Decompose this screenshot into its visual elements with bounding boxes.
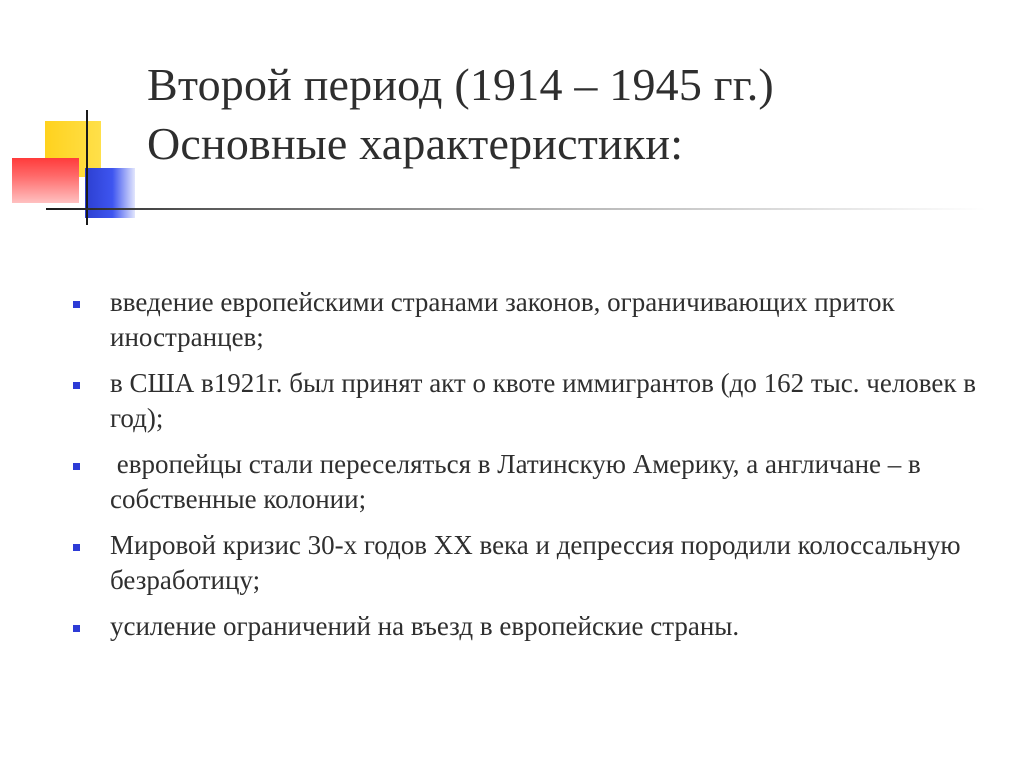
slide-title (147, 55, 987, 173)
list-item (70, 609, 1010, 644)
list-item-text: Мировой кризис 30-х годов XX века и депрессия породили колоссальную безработицу; (110, 530, 961, 595)
list-item (70, 285, 1010, 355)
decor-red-square (12, 158, 79, 203)
square-bullet-icon (73, 625, 80, 632)
list-item-text: европейцы стали переселяться в Латинскую Америку, а англичане – в собственные колонии; (110, 449, 928, 514)
list-item-text: введение европейскими странами законов, ограничивающих приток иностранцев; (110, 287, 895, 352)
title-line-1: Второй период (1914 – 1945 гг.) (147, 59, 774, 110)
decor-blue-square (85, 168, 135, 218)
list-item-text: в США в1921г. был принят акт о квоте иммигрантов (до 162 тыс. человек в год); (110, 368, 976, 433)
bullet-list (70, 285, 1010, 655)
square-bullet-icon (73, 463, 80, 470)
list-item (70, 366, 1010, 436)
title-line-2: Основные характеристики: (147, 118, 684, 169)
decor-horizontal-rule (46, 208, 986, 210)
square-bullet-icon (73, 301, 80, 308)
list-item (70, 447, 1010, 517)
square-bullet-icon (73, 544, 80, 551)
list-item-text: усиление ограничений на въезд в европейские страны. (110, 611, 740, 641)
square-bullet-icon (73, 382, 80, 389)
list-item (70, 528, 1010, 598)
